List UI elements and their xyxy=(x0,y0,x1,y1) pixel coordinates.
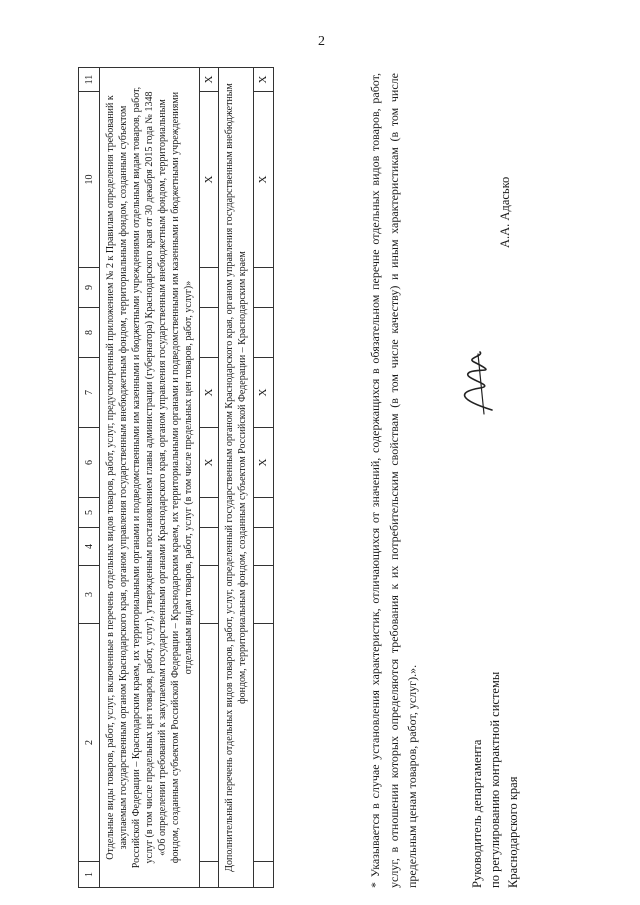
footnote-text: * Указывается в случае установления характеристик, отличающихся от значений, содержащихся в обязательном перечне отдельных видов товаров, работ, услуг, в отношении которых определяются требования к их потребительским свойствам (в том числе качеству) и иным характеристикам (в том числе предельным ценам товаров, работ, услуг).». xyxy=(368,73,420,888)
column-number: 2 xyxy=(79,624,100,862)
column-number: 4 xyxy=(79,528,100,566)
x-mark: X xyxy=(254,428,273,498)
x-mark: X xyxy=(200,92,219,268)
mandatory-list-header: Отдельные виды товаров, работ, услуг, включенные в перечень отдельных видов товаров, работ, услуг, предусмотренный приложением № 2 к Правилам определения требований к закупаемым государственным органом Краснодарского края, органом управления государственным внебюджетным фондом, территориальным фондом, созданным субъектом Российской Федерации – Краснодарским краем, их территориальными органами и подведомственными им казенными и бюджетными учреждениями отдельным видам товаров, работ, услуг (в том числе предельных цен товаров, работ, услуг), утвержденным постановлением главы администрации (губернатора) Краснодарского края от 30 декабря 2015 года № 1348 «Об определении требований к закупаемым государственными органами Краснодарского края, органом управления государственным внебюджетным фондом, территориальным фондом, созданным субъектом Российской Федерации – Краснодарским краем, их территориальными органами и подведомственными им казенными и бюджетными учреждениями отдельным видам товаров, работ, услуг (в том числе предельных цен товаров, работ, услуг)» xyxy=(100,68,200,888)
column-number: 8 xyxy=(79,308,100,358)
footnote xyxy=(366,73,422,888)
column-number: 11 xyxy=(79,68,100,92)
column-number: 3 xyxy=(79,566,100,624)
handwritten-signature xyxy=(440,348,510,418)
column-number: 6 xyxy=(79,428,100,498)
column-number: 9 xyxy=(79,268,100,308)
x-mark: X xyxy=(200,358,219,428)
x-mark: X xyxy=(200,428,219,498)
table-row xyxy=(254,68,273,888)
column-number: 5 xyxy=(79,498,100,528)
position-line: по регулированию контрактной системы xyxy=(488,671,503,888)
x-mark: X xyxy=(254,92,273,268)
x-mark: X xyxy=(200,68,219,92)
position-line: Краснодарского края xyxy=(506,776,521,888)
position-line: Руководитель департамента xyxy=(470,739,484,888)
page-number: 2 xyxy=(318,34,325,49)
x-mark: X xyxy=(254,68,273,92)
landscape-content xyxy=(68,68,640,888)
column-number-row xyxy=(79,68,100,888)
table-row xyxy=(200,68,219,888)
additional-list-header: Дополнительный перечень отдельных видов товаров, работ, услуг, определенный государственным органом Краснодарского края, органом управления государственным внебюджетным фондом, территориальным фондом, созданным субъектом Российской Федерации – Краснодарским краем xyxy=(219,68,254,888)
group-header-row xyxy=(219,68,254,888)
column-number: 7 xyxy=(79,358,100,428)
column-number: 10 xyxy=(79,92,100,268)
column-number: 1 xyxy=(79,862,100,888)
x-mark: X xyxy=(254,358,273,428)
signatory-name: А.А. Адасько xyxy=(498,176,512,248)
requirements-table xyxy=(78,67,274,888)
group-header-row xyxy=(100,68,200,888)
signatory-position xyxy=(468,672,522,888)
